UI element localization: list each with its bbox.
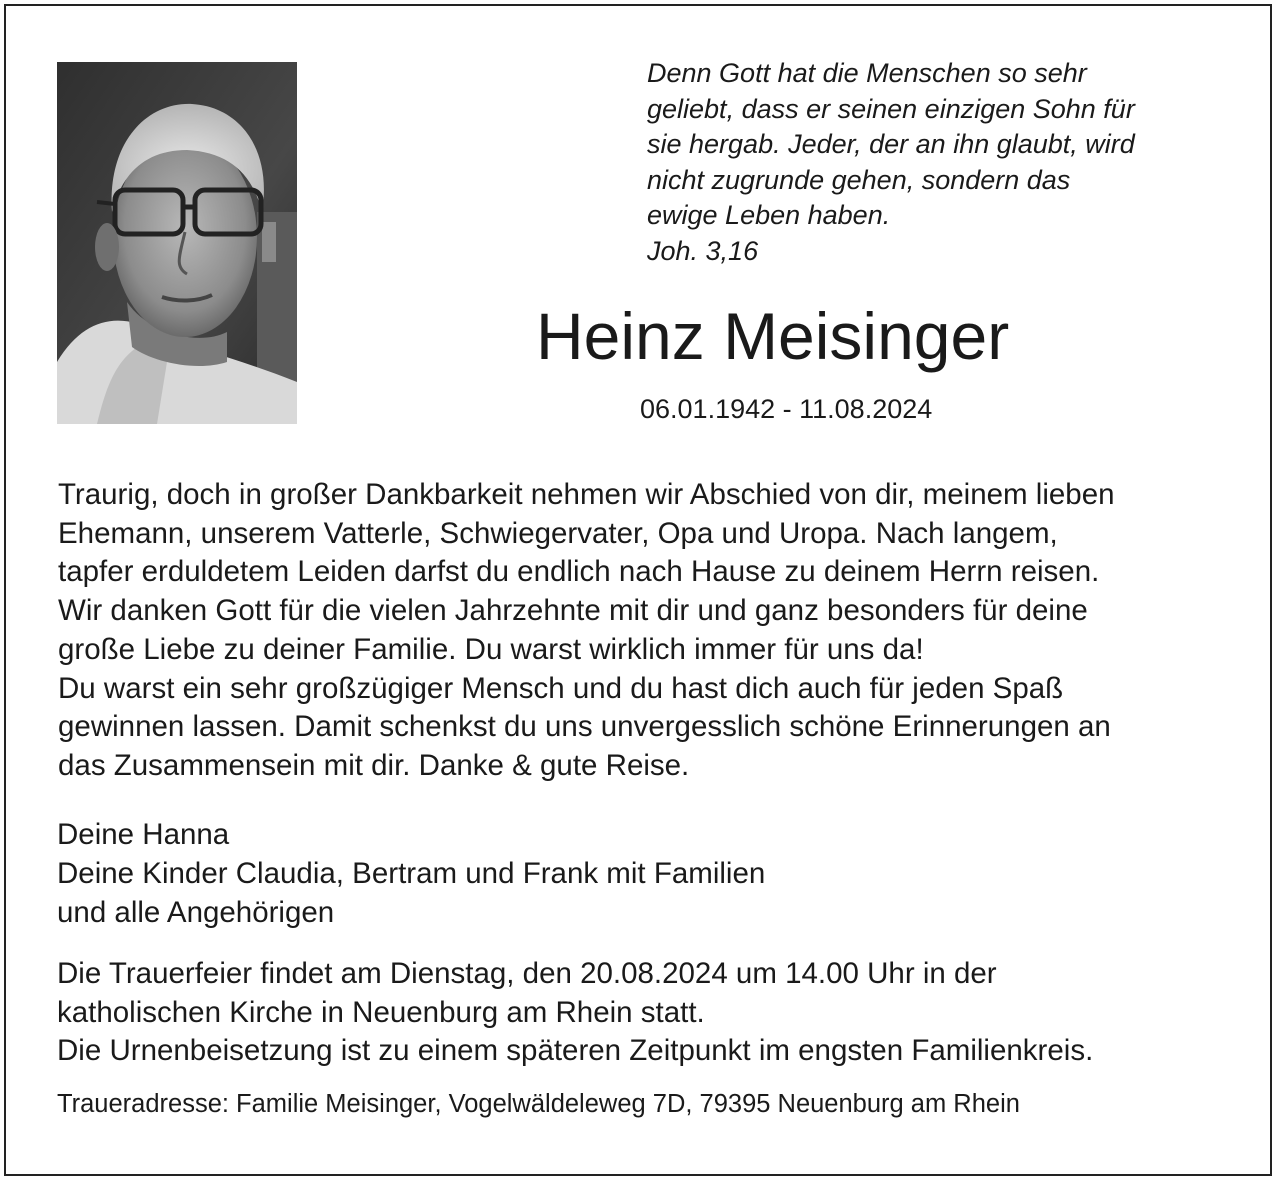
mourning-address: Traueradresse: Familie Meisinger, Vogelwäldeleweg 7D, 79395 Neuenburg am Rhein bbox=[57, 1090, 1020, 1118]
deceased-name: Heinz Meisinger bbox=[536, 299, 1010, 373]
verse-line: ewige Leben haben. bbox=[647, 200, 891, 230]
verse-line: sie hergab. Jeder, der an ihn glaubt, wird bbox=[647, 129, 1135, 159]
verse-reference: Joh. 3,16 bbox=[647, 235, 759, 266]
verse-line: geliebt, dass er seinen einzigen Sohn für bbox=[647, 93, 1135, 124]
life-dates: 06.01.1942 - 11.08.2024 bbox=[640, 394, 933, 424]
service-line: Die Trauerfeier findet am Dienstag, den 20.08.2024 um 14.00 Uhr in der bbox=[57, 957, 997, 990]
message-line: Du warst ein sehr großzügiger Mensch und du hast dich auch für jeden Spaß bbox=[58, 671, 1064, 705]
mourner-line: Deine Hanna bbox=[57, 818, 230, 851]
verse-line: Denn Gott hat die Menschen so sehr bbox=[647, 58, 1087, 88]
service-line: Die Urnenbeisetzung ist zu einem späteren Zeitpunkt im engsten Familienkreis. bbox=[57, 1034, 1094, 1067]
message-line: Ehemann, unserem Vatterle, Schwiegervater, Opa und Uropa. Nach langem, bbox=[58, 516, 1058, 550]
mourner-line: Deine Kinder Claudia, Bertram und Frank mit Familien bbox=[57, 857, 766, 890]
funeral-service-info bbox=[57, 955, 1237, 1071]
message-line: das Zusammensein mit dir. Danke & gute Reise. bbox=[58, 748, 690, 782]
bible-verse bbox=[647, 56, 1247, 269]
farewell-message bbox=[58, 476, 1238, 786]
mourner-line: und alle Angehörigen bbox=[57, 896, 335, 929]
mourners-list bbox=[57, 815, 1057, 932]
message-line: gewinnen lassen. Damit schenkst du uns unvergesslich schöne Erinnerungen an bbox=[58, 710, 1111, 744]
message-line: Traurig, doch in großer Dankbarkeit nehmen wir Abschied von dir, meinem lieben bbox=[58, 478, 1115, 511]
message-line: Wir danken Gott für die vielen Jahrzehnte mit dir und ganz besonders für deine bbox=[58, 594, 1088, 628]
message-line: tapfer erduldetem Leiden darfst du endlich nach Hause zu deinem Herrn reisen. bbox=[58, 555, 1100, 589]
verse-line: nicht zugrunde gehen, sondern das bbox=[647, 164, 1071, 195]
message-line: große Liebe zu deiner Familie. Du warst wirklich immer für uns da! bbox=[58, 632, 924, 666]
service-line: katholischen Kirche in Neuenburg am Rhein statt. bbox=[57, 995, 705, 1029]
portrait-photo bbox=[57, 62, 297, 424]
